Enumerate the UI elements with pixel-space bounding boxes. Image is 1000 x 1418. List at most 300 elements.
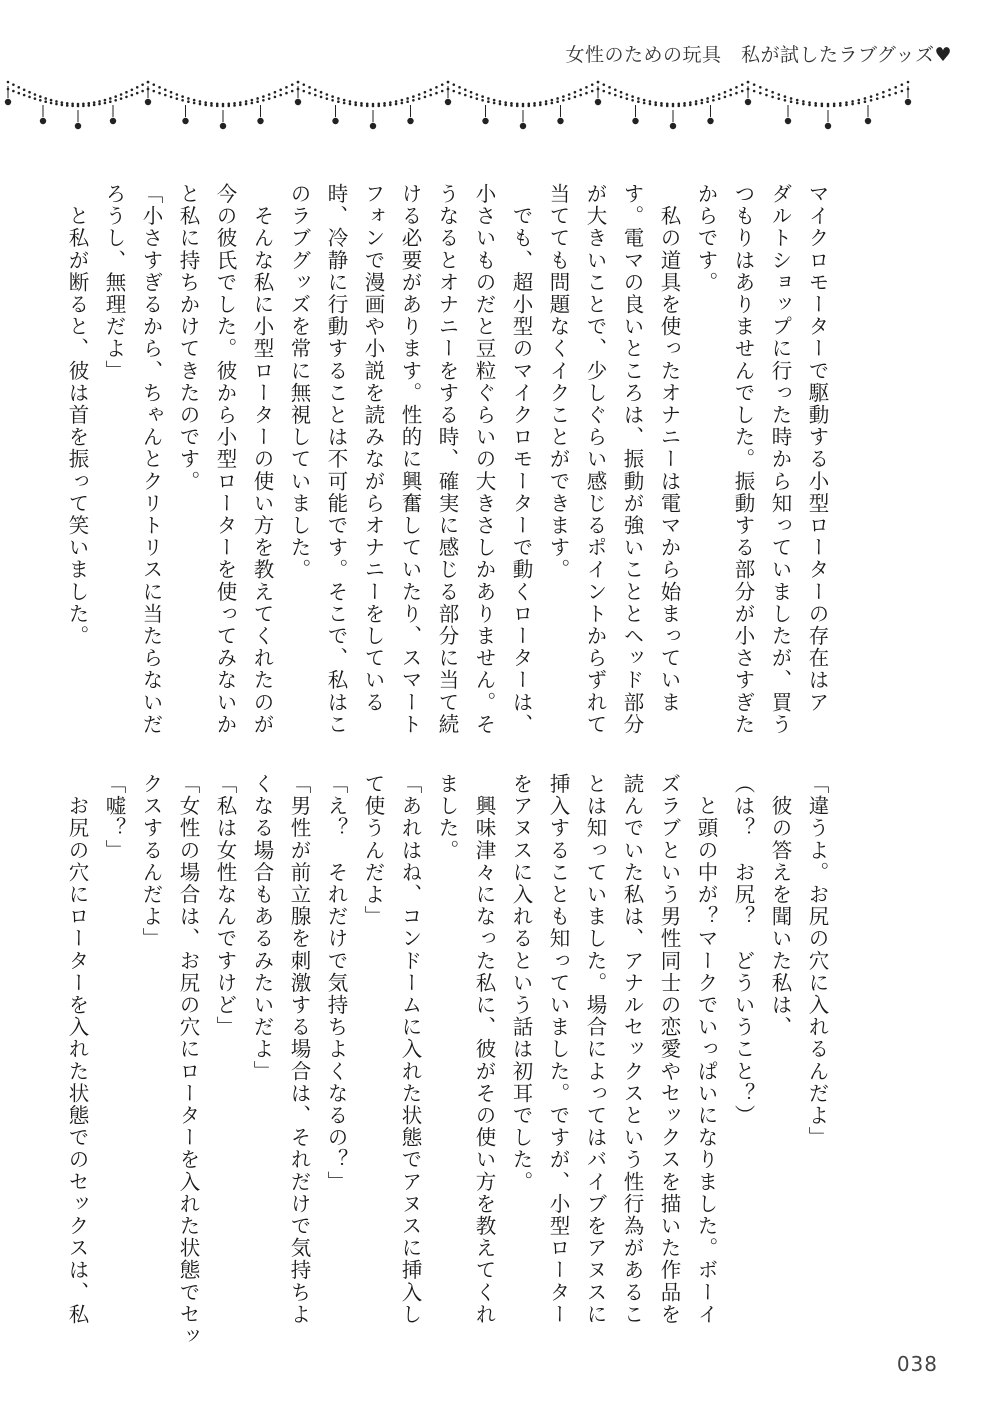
- garland-dot: [302, 90, 305, 93]
- garland-dot: [343, 99, 346, 102]
- garland-bead: [110, 118, 116, 124]
- garland-dot: [268, 93, 271, 96]
- text-line: 挿入することも知っていました。ですが、小型ローター: [546, 773, 570, 1326]
- garland-dot: [193, 102, 196, 105]
- garland-dot: [429, 89, 432, 92]
- garland-dot: [631, 95, 634, 98]
- garland-bead: [407, 118, 413, 124]
- garland-dot: [481, 99, 484, 102]
- garland-dot: [424, 96, 427, 99]
- garland-dot: [620, 91, 623, 94]
- garland-dot: [499, 103, 502, 106]
- garland-dot: [701, 102, 704, 105]
- garland-dot: [602, 83, 605, 86]
- garland-dot: [87, 104, 90, 107]
- garland-dot: [104, 99, 107, 102]
- garland-dot: [331, 99, 334, 102]
- garland-dot: [759, 86, 762, 89]
- garland-dot: [626, 97, 629, 100]
- text-line: フォンで漫画や小説を読みながらオナニーをしている: [361, 183, 385, 714]
- garland-dot: [354, 101, 357, 104]
- garland-dot: [158, 92, 161, 95]
- garland-bead: [707, 118, 713, 124]
- text-line: 小さいものだと豆粒ぐらいの大きさしかありません。そ: [472, 183, 496, 736]
- garland-dot: [170, 91, 173, 94]
- garland-dot: [136, 92, 139, 95]
- garland-dot: [401, 99, 404, 102]
- text-line: 私の道具を使ったオナニーは電マから始まっていま: [657, 183, 681, 714]
- garland-dot: [562, 99, 565, 102]
- garland-dot: [406, 100, 409, 103]
- garland-dot: [643, 102, 646, 105]
- text-line: マイクロモーターで駆動する小型ローターの存在はア: [805, 183, 829, 714]
- garland-dot: [354, 104, 357, 107]
- body-text-upper: [58, 183, 835, 743]
- garland-dot: [147, 81, 150, 84]
- garland-dot: [499, 100, 502, 103]
- garland-dot: [551, 102, 554, 105]
- garland-dot: [152, 83, 155, 86]
- garland-dot: [274, 91, 277, 94]
- garland-dot: [34, 93, 37, 96]
- text-line: クスするんだよ」: [139, 773, 163, 950]
- garland-dot: [493, 102, 496, 105]
- garland-bead: [295, 99, 301, 105]
- garland-dot: [23, 89, 26, 92]
- text-line: とは知っていました。場合によってはバイブをアヌスに: [583, 773, 607, 1326]
- text-line: 興味津々になった私に、彼がその使い方を教えてくれ: [472, 773, 496, 1326]
- garland-dot: [452, 83, 455, 86]
- garland-dot: [851, 100, 854, 103]
- text-line: 「男性が前立腺を刺激する場合は、それだけで気持ちよ: [287, 773, 311, 1326]
- garland-dot: [864, 100, 867, 103]
- text-line: と私に持ちかけてきたのです。: [176, 183, 200, 493]
- garland-dot: [291, 83, 294, 86]
- garland-dot: [894, 86, 897, 89]
- garland-dot: [493, 99, 496, 102]
- garland-dot: [193, 99, 196, 102]
- garland-dot: [672, 105, 675, 108]
- text-line: ける必要があります。性的に興奮していたり、スマート: [398, 183, 422, 736]
- garland-dot: [176, 97, 179, 100]
- garland-dot: [539, 101, 542, 104]
- garland-bead: [75, 123, 81, 129]
- garland-dot: [262, 95, 265, 98]
- garland-dot: [771, 96, 774, 99]
- garland-dot: [476, 97, 479, 100]
- text-line: お尻の穴にローターを入れた状態でのセックスは、私: [65, 773, 89, 1326]
- garland-dot: [735, 92, 738, 95]
- text-line: からです。: [694, 183, 718, 294]
- garland-dot: [93, 104, 96, 107]
- garland-dot: [204, 101, 207, 104]
- garland-dot: [98, 100, 101, 103]
- garland-dot: [888, 89, 891, 92]
- garland-dot: [864, 97, 867, 100]
- garland-dot: [608, 86, 611, 89]
- text-line: 彼の答えを聞いた私は、: [768, 773, 792, 1039]
- garland-dot: [452, 90, 455, 93]
- garland-dot: [718, 97, 721, 100]
- text-line: ました。: [435, 773, 459, 862]
- garland-dot: [412, 95, 415, 98]
- garland-dot: [729, 94, 732, 97]
- garland-bead: [670, 123, 676, 129]
- text-line: 「小さすぎるから、ちゃんとクリトリスに当たらないだ: [139, 183, 163, 736]
- garland-dot: [372, 105, 375, 108]
- garland-bead: [865, 118, 871, 124]
- garland-dot: [585, 92, 588, 95]
- garland-dot: [23, 94, 26, 97]
- garland-bead: [182, 118, 188, 124]
- garland-dot: [654, 104, 657, 107]
- garland-dot: [614, 94, 617, 97]
- garland-dot: [458, 92, 461, 95]
- garland-dot: [50, 99, 53, 102]
- garland-dot: [718, 93, 721, 96]
- garland-dot: [901, 90, 904, 93]
- garland-dot: [476, 93, 479, 96]
- garland-dot: [120, 93, 123, 96]
- garland-dot: [654, 101, 657, 104]
- garland-dot: [759, 92, 762, 95]
- garland-dot: [104, 102, 107, 105]
- garland-dot: [447, 81, 450, 84]
- garland-dot: [591, 90, 594, 93]
- garland-dot: [741, 83, 744, 86]
- garland-dot: [504, 101, 507, 104]
- garland-dot: [297, 81, 300, 84]
- garland-dot: [136, 86, 139, 89]
- garland-dot: [429, 94, 432, 97]
- garland-dot: [395, 103, 398, 106]
- garland-dot: [695, 103, 698, 106]
- garland-dot: [331, 95, 334, 98]
- body-text-lower: [58, 773, 835, 1348]
- garland-dot: [158, 86, 161, 89]
- text-line: ズラブという男性同士の恋愛やセックスを描いた作品を: [657, 773, 681, 1326]
- garland-dot: [114, 99, 117, 102]
- garland-dot: [677, 105, 680, 108]
- garland-dot: [516, 105, 519, 108]
- garland-bead: [220, 123, 226, 129]
- garland-dot: [12, 83, 15, 86]
- text-line: と頭の中が？マークでいっぱいになりました。ボーイ: [694, 773, 718, 1326]
- garland-dot: [314, 89, 317, 92]
- garland-dot: [888, 94, 891, 97]
- garland-dot: [251, 99, 254, 102]
- garland-dot: [227, 105, 230, 108]
- garland-dot: [7, 81, 10, 84]
- garland-dot: [245, 103, 248, 106]
- garland-dot: [170, 96, 173, 99]
- garland-dot: [343, 102, 346, 105]
- garland-dot: [245, 100, 248, 103]
- text-line: をアヌスに入れるという話は初耳でした。: [509, 773, 533, 1193]
- garland-dot: [418, 97, 421, 100]
- garland-dot: [504, 104, 507, 107]
- garland-dot: [724, 91, 727, 94]
- garland-dot: [765, 89, 768, 92]
- garland-dot: [706, 97, 709, 100]
- garland-dot: [649, 100, 652, 103]
- garland-dot: [12, 90, 15, 93]
- garland-dot: [712, 99, 715, 102]
- garland-dot: [181, 95, 184, 98]
- garland-dot: [109, 97, 112, 100]
- garland-dot: [753, 90, 756, 93]
- text-line: くなる場合もあるみたいだよ」: [250, 773, 274, 1083]
- garland-dot: [870, 95, 873, 98]
- garland-dot: [285, 92, 288, 95]
- text-line: ろうし、無理だよ」: [102, 183, 126, 382]
- heart-icon: ♥: [934, 44, 952, 66]
- garland-dot: [660, 104, 663, 107]
- text-line: 時、冷静に行動することは不可能です。そこで、私はこ: [324, 183, 348, 736]
- garland-dot: [487, 100, 490, 103]
- garland-dot: [308, 86, 311, 89]
- text-line: 今の彼氏でした。彼から小型ローターを使ってみないか: [213, 183, 237, 736]
- garland-dot: [308, 92, 311, 95]
- garland-dot: [591, 83, 594, 86]
- garland-dot: [377, 105, 380, 108]
- running-header-title: 女性のための玩具 私が試したラブグッズ: [565, 44, 935, 66]
- text-line: 当てても問題なくイクことができます。: [546, 183, 570, 581]
- garland-dot: [777, 93, 780, 96]
- garland-dot: [808, 104, 811, 107]
- garland-dot: [360, 104, 363, 107]
- garland-dot: [724, 96, 727, 99]
- garland-dot: [845, 104, 848, 107]
- garland-dot: [93, 101, 96, 104]
- garland-dot: [620, 96, 623, 99]
- text-line: ダルトショップに行った時から知っていましたが、買う: [768, 183, 792, 736]
- garland-dot: [418, 93, 421, 96]
- garland-dot: [527, 105, 530, 108]
- garland-dot: [556, 100, 559, 103]
- garland-dot: [164, 94, 167, 97]
- garland-dot: [406, 97, 409, 100]
- garland-bead: [332, 118, 338, 124]
- garland-dot: [274, 96, 277, 99]
- garland-dot: [556, 97, 559, 100]
- garland-dot: [602, 90, 605, 93]
- garland-dot: [222, 105, 225, 108]
- garland-dot: [435, 86, 438, 89]
- garland-dot: [689, 104, 692, 107]
- garland-dot: [204, 104, 207, 107]
- garland-dot: [894, 92, 897, 95]
- garland-bead: [445, 99, 451, 105]
- garland-dot: [210, 104, 213, 107]
- text-line: 読んでいた私は、アナルセックスという性行為があるこ: [620, 773, 644, 1326]
- garland-dot: [337, 100, 340, 103]
- garland-dot: [790, 97, 793, 100]
- garland-dot: [71, 105, 74, 108]
- garland-dot: [314, 94, 317, 97]
- garland-dot: [857, 99, 860, 102]
- garland-dot: [551, 99, 554, 102]
- text-line: が大きいことで、少しぐらい感じるポイントからずれて: [583, 183, 607, 736]
- garland-dot: [614, 89, 617, 92]
- garland-dot: [55, 100, 58, 103]
- garland-bead: [5, 99, 11, 105]
- garland-dot: [262, 99, 265, 102]
- garland-dot: [366, 105, 369, 108]
- garland-bead: [745, 99, 751, 105]
- garland-dot: [735, 86, 738, 89]
- garland-dot: [574, 96, 577, 99]
- garland-dot: [706, 100, 709, 103]
- garland-bead: [632, 118, 638, 124]
- garland-dot: [395, 100, 398, 103]
- garland-dot: [77, 105, 80, 108]
- garland-dot: [120, 97, 123, 100]
- garland-dot: [401, 102, 404, 105]
- garland-dot: [44, 100, 47, 103]
- garland-dot: [441, 83, 444, 86]
- garland-dot: [109, 100, 112, 103]
- garland-dot: [562, 95, 565, 98]
- garland-dot: [585, 86, 588, 89]
- garland-dot: [28, 91, 31, 94]
- text-line: （は？ お尻？ どういうこと？）: [731, 773, 755, 1127]
- garland-dot: [82, 105, 85, 108]
- garland-bead: [257, 118, 263, 124]
- garland-bead: [557, 118, 563, 124]
- garland-dot: [125, 96, 128, 99]
- garland-dot: [689, 101, 692, 104]
- garland-dot: [50, 102, 53, 105]
- garland-dot: [637, 97, 640, 100]
- garland-dot: [851, 103, 854, 106]
- garland-dot: [753, 83, 756, 86]
- garland-dot: [814, 104, 817, 107]
- garland-dot: [784, 99, 787, 102]
- garland-dot: [125, 91, 128, 94]
- garland-dot: [389, 104, 392, 107]
- garland-dot: [539, 104, 542, 107]
- garland-dot: [777, 97, 780, 100]
- garland-dot: [683, 104, 686, 107]
- garland-dot: [187, 100, 190, 103]
- garland-bead: [482, 118, 488, 124]
- garland-dot: [320, 96, 323, 99]
- garland-dot: [233, 104, 236, 107]
- garland-dot: [545, 100, 548, 103]
- garland-dot: [187, 97, 190, 100]
- garland-dot: [464, 89, 467, 92]
- garland-dot: [256, 97, 259, 100]
- garland-dot: [510, 104, 513, 107]
- garland-dot: [876, 97, 879, 100]
- garland-bead: [370, 123, 376, 129]
- garland-dot: [701, 99, 704, 102]
- garland-dot: [164, 89, 167, 92]
- garland-dot: [666, 105, 669, 108]
- text-line: て使うんだよ」: [361, 773, 385, 928]
- garland-dot: [28, 96, 31, 99]
- garland-dot: [802, 103, 805, 106]
- garland-dot: [481, 95, 484, 98]
- garland-dot: [152, 90, 155, 93]
- garland-dot: [827, 105, 830, 108]
- text-line: と私が断ると、彼は首を振って笑いました。: [65, 183, 89, 648]
- garland-bead: [595, 99, 601, 105]
- garland-dot: [568, 97, 571, 100]
- garland-dot: [55, 103, 58, 106]
- garland-dot: [857, 102, 860, 105]
- garland-dot: [470, 96, 473, 99]
- dotted-garland-ornament: [0, 72, 1000, 142]
- garland-dot: [579, 89, 582, 92]
- garland-dot: [597, 81, 600, 84]
- page-number: 038: [896, 1352, 938, 1376]
- garland-bead: [145, 99, 151, 105]
- garland-dot: [643, 99, 646, 102]
- garland-dot: [285, 86, 288, 89]
- garland-dot: [239, 101, 242, 104]
- garland-dot: [790, 100, 793, 103]
- garland-dot: [870, 99, 873, 102]
- garland-dot: [784, 95, 787, 98]
- garland-dot: [907, 81, 910, 84]
- text-line: 「違うよ。お尻の穴に入れるんだよ」: [805, 773, 829, 1149]
- garland-dot: [545, 103, 548, 106]
- garland-dot: [337, 97, 340, 100]
- garland-dot: [131, 89, 134, 92]
- text-line: 「嘘？」: [102, 773, 126, 862]
- garland-dot: [141, 83, 144, 86]
- garland-dot: [808, 101, 811, 104]
- text-line: のラブグッズを常に無視していました。: [287, 183, 311, 581]
- garland-dot: [882, 96, 885, 99]
- garland-dot: [771, 91, 774, 94]
- garland-bead: [905, 99, 911, 105]
- garland-dot: [626, 93, 629, 96]
- garland-dot: [131, 94, 134, 97]
- garland-dot: [34, 97, 37, 100]
- garland-dot: [412, 99, 415, 102]
- garland-dot: [833, 105, 836, 108]
- text-line: す。電マの良いところは、振動が強いこととヘッド部分: [620, 183, 644, 736]
- garland-dot: [256, 100, 259, 103]
- text-line: そんな私に小型ローターの使い方を教えてくれたのが: [250, 183, 274, 736]
- garland-dot: [176, 93, 179, 96]
- garland-dot: [695, 100, 698, 103]
- garland-dot: [389, 101, 392, 104]
- garland-dot: [17, 92, 20, 95]
- garland-dot: [239, 104, 242, 107]
- garland-dot: [61, 104, 64, 107]
- garland-dot: [649, 103, 652, 106]
- garland-dot: [901, 83, 904, 86]
- garland-dot: [845, 101, 848, 104]
- garland-dot: [765, 94, 768, 97]
- garland-dot: [291, 90, 294, 93]
- garland-dot: [320, 91, 323, 94]
- garland-dot: [747, 81, 750, 84]
- garland-dot: [712, 95, 715, 98]
- garland-bead: [520, 123, 526, 129]
- garland-dot: [251, 102, 254, 105]
- garland-dot: [441, 90, 444, 93]
- garland-dot: [796, 99, 799, 102]
- text-line: でも、超小型のマイクロモーターで動くローターは、: [509, 183, 533, 736]
- garland-dot: [876, 93, 879, 96]
- garland-dot: [579, 94, 582, 97]
- garland-dot: [741, 90, 744, 93]
